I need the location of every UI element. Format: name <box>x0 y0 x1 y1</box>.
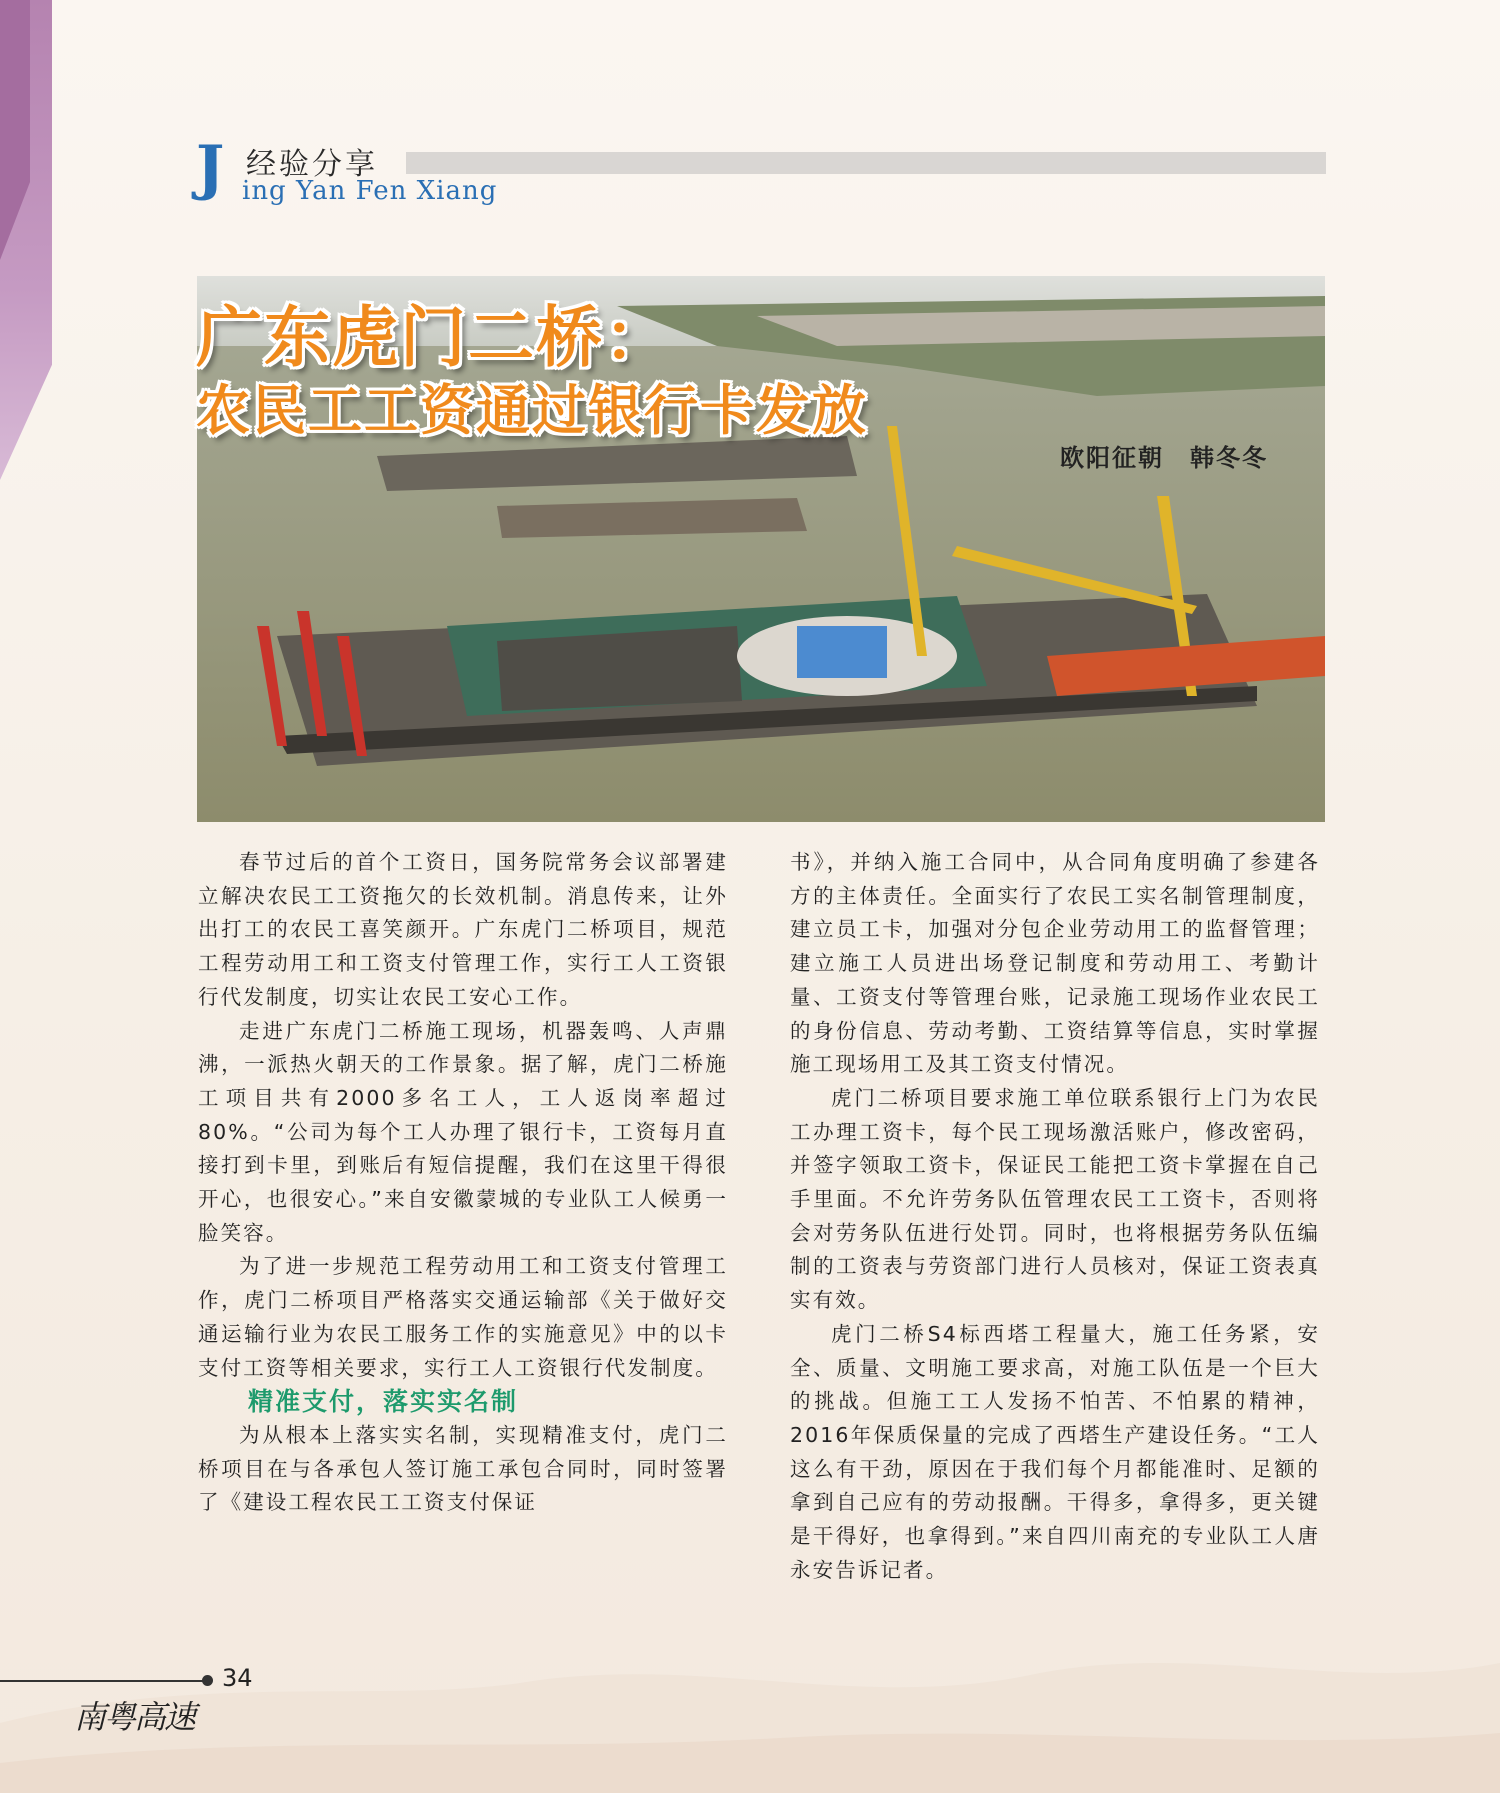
headline-line-1: 广东虎门二桥： <box>196 299 672 376</box>
article-byline: 欧阳征朝 韩冬冬 <box>1060 444 1268 472</box>
article-column-right <box>790 846 1320 1587</box>
magazine-logo: 南粤高速 <box>74 1698 195 1736</box>
section-header-bar <box>406 152 1326 174</box>
article-headline <box>196 300 1076 444</box>
section-initial: J <box>196 133 225 203</box>
article-column-left <box>198 846 728 1520</box>
section-subtitle: ing Yan Fen Xiang <box>242 176 498 206</box>
section-title: 经验分享 <box>246 147 378 182</box>
paragraph: 走进广东虎门二桥施工现场，机器轰鸣、人声鼎沸，一派热火朝天的工作景象。据了解，虎门二桥施工项目共有2000多名工人，工人返岗率超过80%。“公司为每个工人办理了银行卡，工资每月直接打到卡里，到账后有短信提醒，我们在这里干得很开心，也很安心。”来自安徽蒙城的专业队工人候勇一脸笑容。 <box>198 1018 728 1245</box>
headline-line-2: 农民工工资通过银行卡发放 <box>196 379 868 442</box>
paragraph: 为了进一步规范工程劳动用工和工资支付管理工作，虎门二桥项目严格落实交通运输部《关于做好交通运输行业为农民工服务工作的实施意见》中的以卡支付工资等相关要求，实行工人工资银行代发制度。 <box>198 1254 728 1380</box>
page-number: 34 <box>222 1664 253 1692</box>
paragraph: 春节过后的首个工资日，国务院常务会议部署建立解决农民工工资拖欠的长效机制。消息传来，让外出打工的农民工喜笑颜开。广东虎门二桥项目，规范工程劳动用工和工资支付管理工作，实行工人工资银行代发制度，切实让农民工安心工作。 <box>198 850 728 1009</box>
footer-rule <box>0 1680 205 1682</box>
paragraph: 虎门二桥项目要求施工单位联系银行上门为农民工办理工资卡，每个民工现场激活账户，修改密码，并签字领取工资卡，保证民工能把工资卡掌握在自己手里面。不允许劳务队伍管理农民工工资卡，否则将会对劳务队伍进行处罚。同时，也将根据劳务队伍编制的工资表与劳资部门进行人员核对，保证工资表真实有效。 <box>790 1085 1320 1313</box>
section-header <box>196 133 1326 208</box>
article-subhead: 精准支付，落实实名制 <box>248 1387 519 1417</box>
paragraph: 为从根本上落实实名制，实现精准支付，虎门二桥项目在与各承包人签订施工承包合同时，同时签署了《建设工程农民工工资支付保证 <box>198 1422 728 1515</box>
paragraph: 虎门二桥S4标西塔工程量大，施工任务紧，安全、质量、文明施工要求高，对施工队伍是一个巨大的挑战。但施工工人发扬不怕苦、不怕累的精神，2016年保质保量的完成了西塔生产建设任务。“工人这么有干劲，原因在于我们每个月都能准时、足额的拿到自己应有的劳动报酬。干得多，拿得多，更关键是干得好，也拿得到。”来自四川南充的专业队工人唐永安告诉记者。 <box>790 1321 1320 1582</box>
footer-dot <box>202 1675 213 1686</box>
paragraph: 书》，并纳入施工合同中，从合同角度明确了参建各方的主体责任。全面实行了农民工实名制管理制度，建立员工卡，加强对分包企业劳动用工的监督管理；建立施工人员进出场登记制度和劳动用工、考勤计量、工资支付等管理台账，记录施工现场作业农民工的身份信息、劳动考勤、工资结算等信息，实时掌握施工现场用工及其工资支付情况。 <box>790 850 1320 1077</box>
